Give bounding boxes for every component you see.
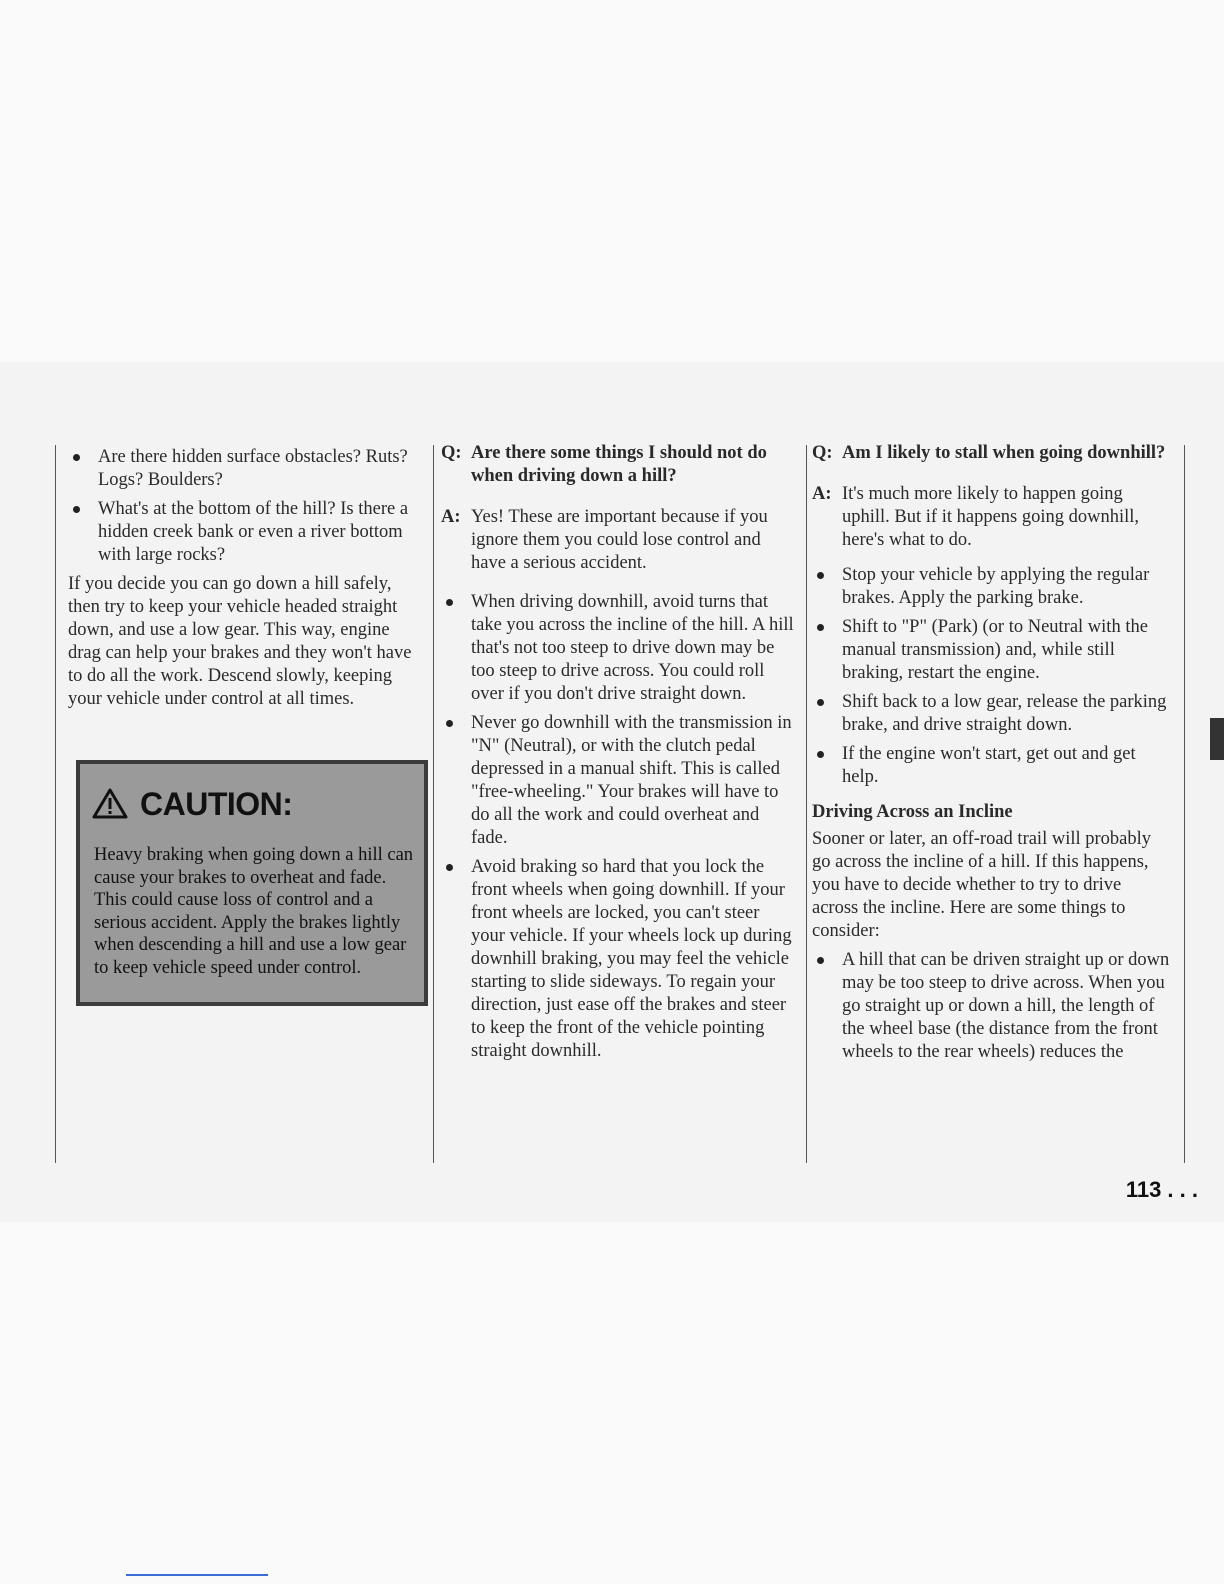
list-item: Shift to "P" (Park) (or to Neutral with the manual transmission) and, while still braking, restart the engine. (812, 616, 1172, 685)
section-tab-marker (1210, 718, 1224, 760)
caution-title: CAUTION: (140, 786, 293, 822)
warning-triangle-icon (92, 787, 128, 827)
list-item: If the engine won't start, get out and get help. (812, 743, 1172, 789)
column-1 (68, 446, 420, 711)
bullet-list (812, 564, 1172, 789)
q-marker: Q: (441, 443, 462, 463)
answer-text: Yes! These are important because if you ignore them you could lose control and have a serious accident. (471, 507, 768, 573)
column-2 (441, 442, 797, 1069)
list-item: When driving downhill, avoid turns that take you across the incline of the hill. A hill that's not too steep to drive down may be too steep to drive across. You could roll over if you don't drive straight down. (441, 591, 797, 706)
question (812, 442, 1172, 465)
section-heading: Driving Across an Incline (812, 802, 1013, 822)
list-item: Avoid braking so hard that you lock the front wheels when going downhill. If your front wheels are locked, you can't steer your vehicle. If your wheels lock up during downhill braking, you may feel the vehicle starting to slide sideways. To regain your direction, just ease off the brakes and steer to keep the front of the vehicle pointing straight downhill. (441, 856, 797, 1063)
bullet-list (441, 591, 797, 1063)
a-marker: A: (441, 507, 461, 527)
column-divider-right (806, 445, 807, 1163)
column-divider-far-right (1184, 445, 1185, 1163)
page-number: 113 . . . (1125, 1177, 1198, 1202)
list-item: What's at the bottom of the hill? Is there a hidden creek bank or even a river bottom with large rocks? (68, 498, 420, 567)
caution-heading (92, 786, 292, 827)
list-item: Are there hidden surface obstacles? Ruts? Logs? Boulders? (68, 446, 420, 492)
body-paragraph: Sooner or later, an off-road trail will probably go across the incline of a hill. If this happens, you have to decide whether to try to drive across the incline. Here are some things to consider: (812, 829, 1152, 941)
answer-text: It's much more likely to happen going uphill. But if it happens going downhill, here's what to do. (842, 484, 1140, 550)
q-marker: Q: (812, 443, 833, 463)
list-item: Stop your vehicle by applying the regular brakes. Apply the parking brake. (812, 564, 1172, 610)
answer (812, 483, 1172, 552)
column-3 (812, 442, 1172, 1070)
caution-text: Heavy braking when going down a hill can cause your brakes to overheat and fade. This could cause loss of control and a serious accident. Apply the brakes lightly when descending a hill and use a low gear to keep vehicle speed under control. (94, 845, 414, 978)
answer (441, 506, 797, 575)
column-divider-left (55, 445, 56, 1163)
caution-box (76, 760, 428, 1006)
list-item: Shift back to a low gear, release the parking brake, and drive straight down. (812, 691, 1172, 737)
column-divider-middle (433, 445, 434, 1163)
body-paragraph: If you decide you can go down a hill safely, then try to keep your vehicle headed straight down, and use a low gear. This way, engine drag can help your brakes and they won't have to do all the work. Descend slowly, keeping your vehicle under control at all times. (68, 574, 412, 709)
question-text: Am I likely to stall when going downhill? (842, 443, 1166, 463)
list-item: A hill that can be driven straight up or down may be too steep to drive across. When you go straight up or down a hill, the length of the wheel base (the distance from the front wheels to the rear wheels) reduces the (812, 949, 1172, 1064)
a-marker: A: (812, 484, 832, 504)
list-item: Never go downhill with the transmission in "N" (Neutral), or with the clutch pedal depressed in a manual shift. This is called "free-wheeling." Your brakes will have to do all the work and could overheat and fade. (441, 712, 797, 850)
underline-decoration (126, 1574, 268, 1576)
question-text: Are there some things I should not do when driving down a hill? (471, 443, 767, 486)
question (441, 442, 797, 488)
